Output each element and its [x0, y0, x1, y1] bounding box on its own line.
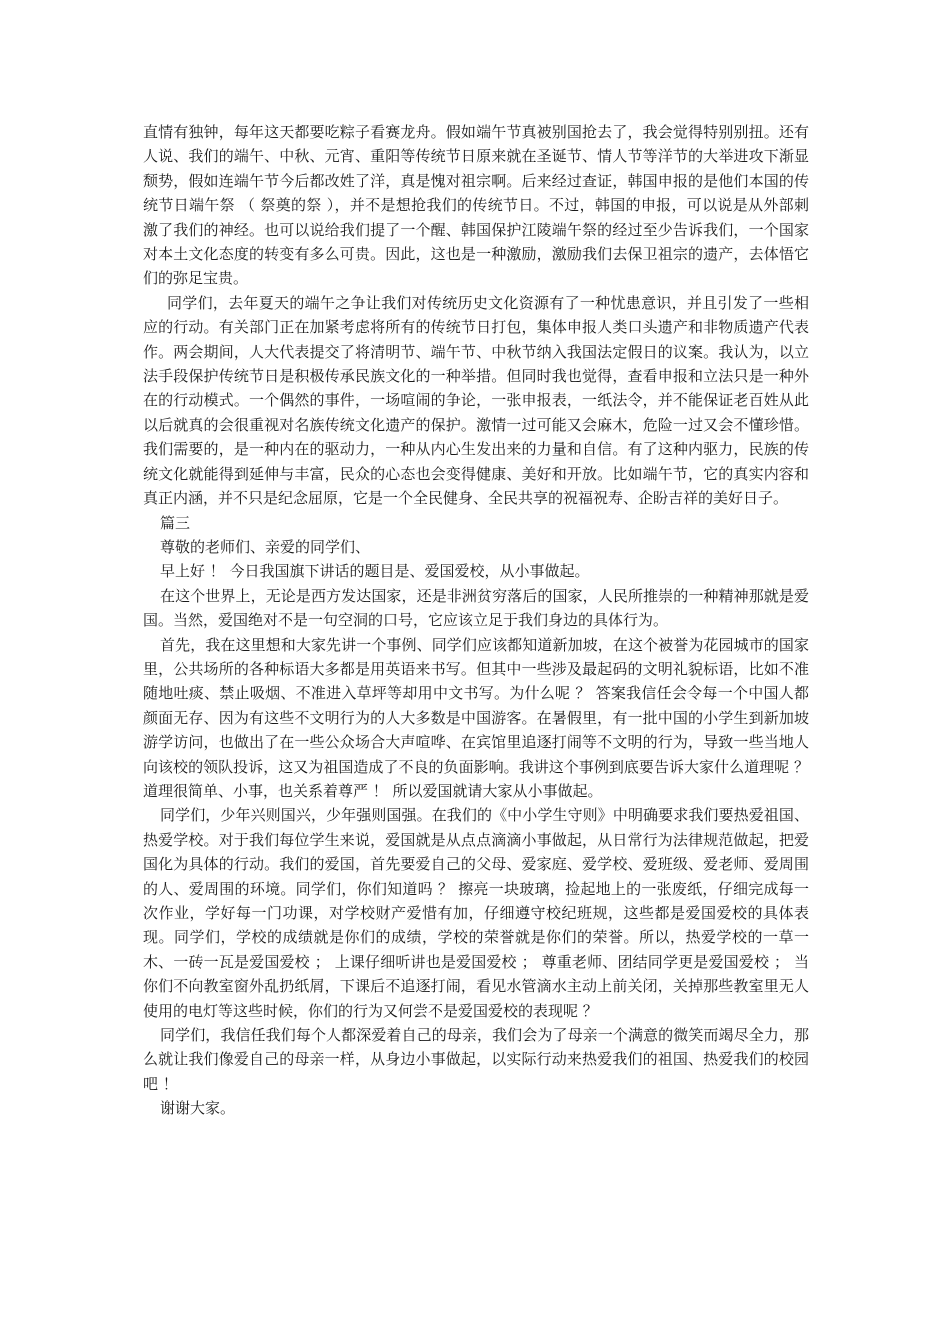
paragraph-4: 首先，我在这里想和大家先讲一个事例、同学们应该都知道新加坡，在这个被誉为花园城市的国家里，公共场所的各种标语大多都是用英语来书写。但其中一些涉及最起码的文明礼貌标语，比如不准随地吐痰、禁止吸烟、不准进入草坪等却用中文书写。为什么呢 ？ 答案我信任会令每一个中国人都颜面无存、因为有这些不文明行为的人大多数是中国游客。在暑假里，有一批中国的小学生到新加坡游学访问，也做出了在一些公众场合大声喧哗、在宾馆里追逐打闹等不文明的行为，导致一些当地人向该校的领队投诉，这又为祖国造成了不良的负面影响。我讲这个事例到底要告诉大家什么道理呢 ？ 道理很简单、小事，也关系着尊严 ！ 所以爱国就请大家从小事做起。 [143, 635, 809, 800]
paragraph-2: 同学们，去年夏天的端午之争让我们对传统历史文化资源有了一种忧患意识，并且引发了一些相应的行动。有关部门正在加紧考虑将所有的传统节日打包，集体申报人类口头遗产和非物质遗产代表作。两会期间，人大代表提交了将清明节、端午节、中秋节纳入我国法定假日的议案。我认为，以立法手段保护传统节日是积极传承民族文化的一种举措。但同时我也觉得，查看申报和立法只是一种外在的行动模式。一个偶然的事件，一场喧闹的争论，一张申报表，一纸法令，并不能保证老百姓从此以后就真的会很重视对名族传统文化遗产的保护。激情一过可能又会麻木，危险一过又会不懂珍惜。我们需要的，是一种内在的驱动力，一种从内心生发出来的力量和自信。有了这种内驱力，民族的传统文化就能得到延伸与丰富，民众的心态也会变得健康、美好和开放。比如端午节，它的真实内容和真正内涵，并不只是纪念屈原，它是一个全民健身、全民共享的祝福祝寿、企盼吉祥的美好日子。 [143, 293, 809, 508]
paragraph-3: 在这个世界上，无论是西方发达国家，还是非洲贫穷落后的国家，人民所推崇的一种精神那就是爱国。当然，爱国绝对不是一句空洞的口号，它应该立足于我们身边的具体行为。 [143, 586, 809, 630]
section-heading: 篇三 [160, 513, 191, 532]
paragraph-5: 同学们，少年兴则国兴，少年强则国强。在我们的《中小学生守则》中明确要求我们要热爱祖国、热爱学校。对于我们每位学生来说，爱国就是从点点滴滴小事做起，从日常行为法律规范做起，把爱国化为具体的行动。我们的爱国，首先要爱自己的父母、爱家庭、爱学校、爱班级、爱老师、爱周围的人、爱周围的环境。同学们，你们知道吗 ？ 擦亮一块玻璃，捡起地上的一张废纸，仔细完成每一次作业，学好每一门功课，对学校财产爱惜有加，仔细遵守校纪班规，这些都是爱国爱校的具体表现。同学们，学校的成绩就是你们的成绩，学校的荣誉就是你们的荣誉。所以，热爱学校的一草一木、一砖一瓦是爱国爱校 ； 上课仔细听讲也是爱国爱校 ； 尊重老师、团结同学更是爱国爱校 ； 当你们不向教室窗外乱扔纸屑，下课后不追逐打闹，看见水管滴水主动上前关闭，关掉那些教室里无人使用的电灯等这些时候，你们的行为又何尝不是爱国爱校的表现呢 ？ [143, 806, 809, 1020]
paragraph-6: 同学们，我信任我们每个人都深爱着自己的母亲，我们会为了母亲一个满意的微笑而竭尽全力，那么就让我们像爱自己的母亲一样，从身边小事做起，以实际行动来热爱我们的祖国、热爱我们的校园吧 ！ [143, 1026, 809, 1093]
salutation: 尊敬的老师们、亲爱的同学们、 [160, 537, 371, 556]
document-body [143, 120, 809, 1121]
greeting: 早上好 ！ 今日我国旗下讲话的题目是、爱国爱校，从小事做起。 [160, 562, 590, 581]
closing: 谢谢大家。 [160, 1099, 236, 1118]
paragraph-1: 直情有独钟，每年这天都要吃粽子看赛龙舟。假如端午节真被别国抢去了，我会觉得特别别扭。还有人说、我们的端午、中秋、元宵、重阳等传统节日原来就在圣诞节、情人节等洋节的大举进攻下渐显颓势，假如连端午节今后都改姓了洋，真是愧对祖宗啊。后来经过查证，韩国申报的是他们本国的传统节日端午祭 （ 祭奠的祭 ），并不是想抢我们的传统节日。不过，韩国的申报，可以说是从外部刺激了我们的神经。也可以说给我们提了一个醒、韩国保护江陵端午祭的经过至少告诉我们，一个国家对本土文化态度的转变有多么可贵。因此，这也是一种激励，激励我们去保卫祖宗的遗产，去体悟它们的弥足宝贵。 [143, 123, 809, 288]
